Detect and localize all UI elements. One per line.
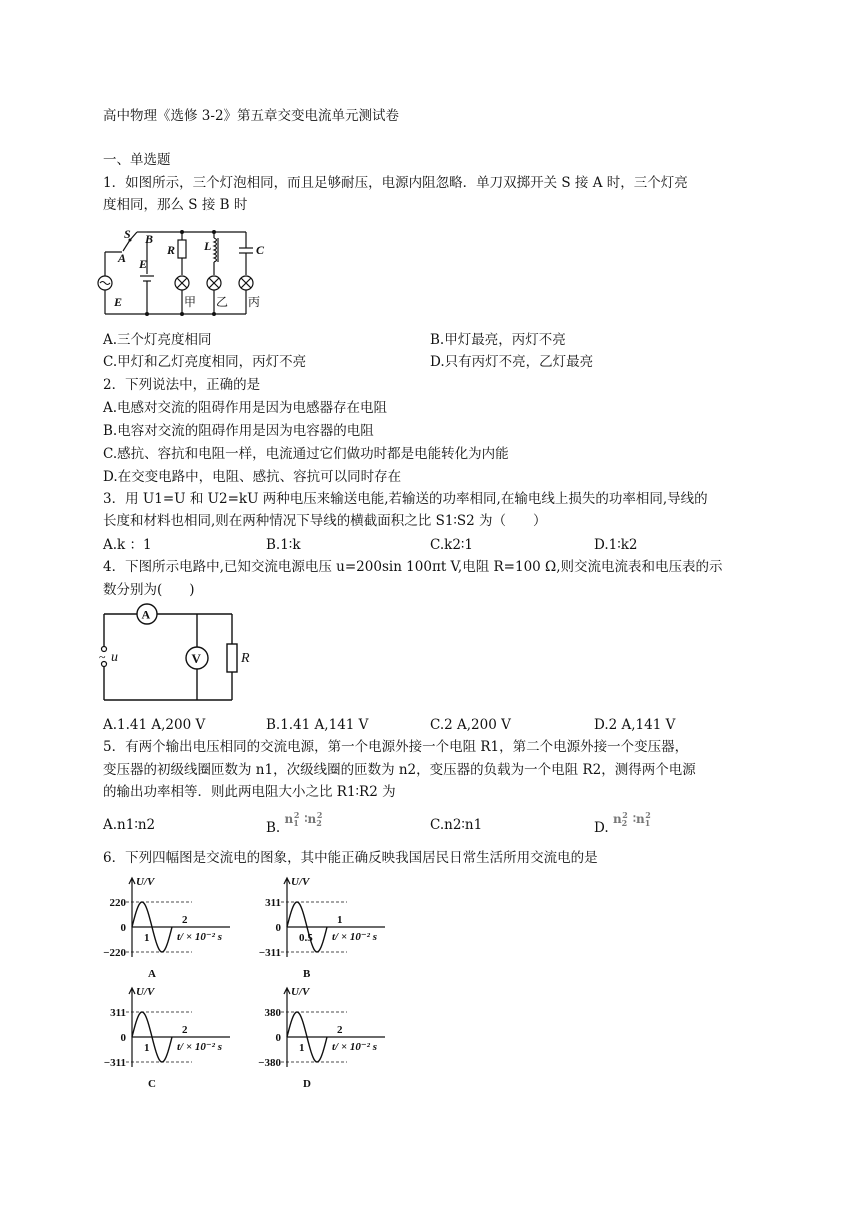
q5-option-b-letter: B. [266, 820, 281, 836]
q5-option-d-ratio: $n_2^2$ $∶n_1^2$ [612, 810, 651, 828]
q4-circuit-diagram [96, 604, 250, 706]
q4-ac-symbol: ~ [99, 650, 106, 664]
zero-label: 0 [120, 1032, 126, 1044]
q5-option-d-letter: D. [594, 820, 609, 836]
q4-voltage-label: u [111, 650, 118, 665]
q1-lamp-yi-label: 乙 [216, 295, 229, 309]
q4-option-b: B.1.41 A,141 V [266, 717, 369, 733]
y-axis-label: U/V [291, 876, 310, 888]
q6-graph-d [255, 985, 415, 1091]
q5-text-line1: 5．有两个输出电压相同的交流电源，第一个电源外接一个电阻 R1，第二个电源外接一个变压器， [103, 739, 689, 755]
tick-label-period: 2 [182, 914, 188, 926]
trough-value-label: −311 [103, 1057, 126, 1069]
q5-option-b-ratio: $n_1^2$ $∶n_2^2$ [284, 810, 323, 828]
q5-option-b [266, 810, 327, 839]
q6-graph-c [100, 985, 260, 1091]
q2-text: 2．下列说法中，正确的是 [103, 377, 261, 393]
graph-letter-label: B [303, 968, 311, 980]
section-heading: 一、单选题 [103, 152, 171, 168]
q2-option-d: D.在交变电路中，电阻、感抗、容抗可以同时存在 [103, 469, 402, 485]
zero-label: 0 [275, 1032, 281, 1044]
q4-option-c: C.2 A,200 V [430, 717, 511, 733]
peak-value-label: 311 [110, 1007, 126, 1019]
y-axis-label: U/V [291, 986, 310, 998]
q4-resistor-label: R [241, 651, 250, 666]
tick-label-half-period: 1 [144, 1042, 150, 1054]
x-axis-label: t/ × 10⁻² s [332, 931, 378, 943]
q5-text-line2: 变压器的初级线圈匝数为 n1，次级线圈的匝数为 n2，变压器的负载为一个电阻 R2，测得两个电源 [103, 762, 696, 778]
q4-text-line2: 数分别为( ) [103, 582, 195, 598]
trough-value-label: −311 [258, 947, 281, 959]
q5-option-a: A.n1∶n2 [103, 817, 156, 833]
y-axis-label: U/V [136, 986, 155, 998]
peak-value-label: 380 [264, 1007, 281, 1019]
q1-text-line2: 度相同，那么 S 接 B 时 [103, 197, 248, 213]
q1-option-d: D.只有丙灯不亮，乙灯最亮 [430, 354, 594, 370]
tick-label-half-period: 0.5 [299, 932, 313, 944]
x-axis-label: t/ × 10⁻² s [177, 931, 223, 943]
q4-ammeter-label: A [141, 607, 151, 622]
q1-text-line1: 1．如图所示，三个灯泡相同，而且足够耐压，电源内阻忽略．单刀双掷开关 S 接 A 时，三个灯亮 [103, 175, 688, 191]
x-axis-label: t/ × 10⁻² s [332, 1041, 378, 1053]
q5-option-c: C.n2∶n1 [430, 817, 483, 833]
q1-lamp-jia-label: 甲 [184, 295, 197, 309]
q3-option-c: C.k2∶1 [430, 537, 474, 553]
trough-value-label: −380 [258, 1057, 281, 1069]
q2-option-b: B.电容对交流的阻碍作用是因为电容器的电阻 [103, 423, 374, 439]
q6-text: 6．下列四幅图是交流电的图象，其中能正确反映我国居民日常生活所用交流电的是 [103, 850, 598, 866]
x-axis-label: t/ × 10⁻² s [177, 1041, 223, 1053]
graph-letter-label: D [303, 1078, 311, 1090]
tick-label-period: 2 [182, 1024, 188, 1036]
tick-label-half-period: 1 [144, 932, 150, 944]
q5-text-line3: 的输出功率相等．则此两电阻大小之比 R1∶R2 为 [103, 784, 396, 800]
peak-value-label: 311 [265, 897, 281, 909]
q6-graph-b [255, 875, 415, 981]
q1-contact-b-label: B [145, 232, 154, 246]
q1-option-a: A.三个灯亮度相同 [103, 332, 212, 348]
q3-text-line1: 3．用 U1=U 和 U2=kU 两种电压来输送电能,若输送的功率相同,在输电线上损失的功率相同,导线的 [103, 491, 708, 507]
q2-option-c: C.感抗、容抗和电阻一样，电流通过它们做功时都是电能转化为内能 [103, 446, 509, 462]
q1-resistor-label: R [167, 243, 176, 257]
zero-label: 0 [275, 922, 281, 934]
graph-letter-label: C [148, 1078, 156, 1090]
q3-option-b: B.1∶k [266, 537, 301, 553]
q2-option-a: A.电感对交流的阻碍作用是因为电感器存在电阻 [103, 400, 388, 416]
q1-option-c: C.甲灯和乙灯亮度相同，丙灯不亮 [103, 354, 307, 370]
q3-option-d: D.1∶k2 [594, 537, 638, 553]
q1-dc-source-label: E [139, 257, 148, 271]
q1-ac-source-label: E [114, 295, 123, 309]
q6-graph-a [100, 875, 260, 981]
q1-circuit-diagram [100, 218, 280, 322]
q1-switch-label: S [124, 227, 131, 241]
y-axis-label: U/V [136, 876, 155, 888]
tick-label-period: 2 [337, 1024, 343, 1036]
q5-option-d [594, 810, 656, 839]
q1-lamp-bing-label: 丙 [248, 295, 261, 309]
q1-option-b: B.甲灯最亮，丙灯不亮 [430, 332, 566, 348]
q4-text-line1: 4．下图所示电路中,已知交流电源电压 u=200sin 100πt V,电阻 R=100 Ω,则交流电流表和电压表的示 [103, 559, 723, 575]
graph-letter-label: A [148, 968, 156, 980]
q1-inductor-label: L [204, 239, 212, 253]
q4-voltmeter-label: V [191, 651, 201, 666]
q1-capacitor-label: C [256, 243, 265, 257]
tick-label-half-period: 1 [299, 1042, 305, 1054]
peak-value-label: 220 [109, 897, 126, 909]
q4-option-d: D.2 A,141 V [594, 717, 676, 733]
tick-label-period: 1 [337, 914, 343, 926]
trough-value-label: −220 [103, 947, 126, 959]
zero-label: 0 [120, 922, 126, 934]
page-title: 高中物理《选修 3-2》第五章交变电流单元测试卷 [103, 108, 400, 124]
q3-text-line2: 长度和材料也相同,则在两种情况下导线的横截面积之比 S1∶S2 为（ ） [103, 513, 547, 529]
q1-contact-a-label: A [118, 251, 127, 265]
q3-option-a: A.k ：1 [103, 537, 152, 553]
q4-option-a: A.1.41 A,200 V [103, 717, 206, 733]
